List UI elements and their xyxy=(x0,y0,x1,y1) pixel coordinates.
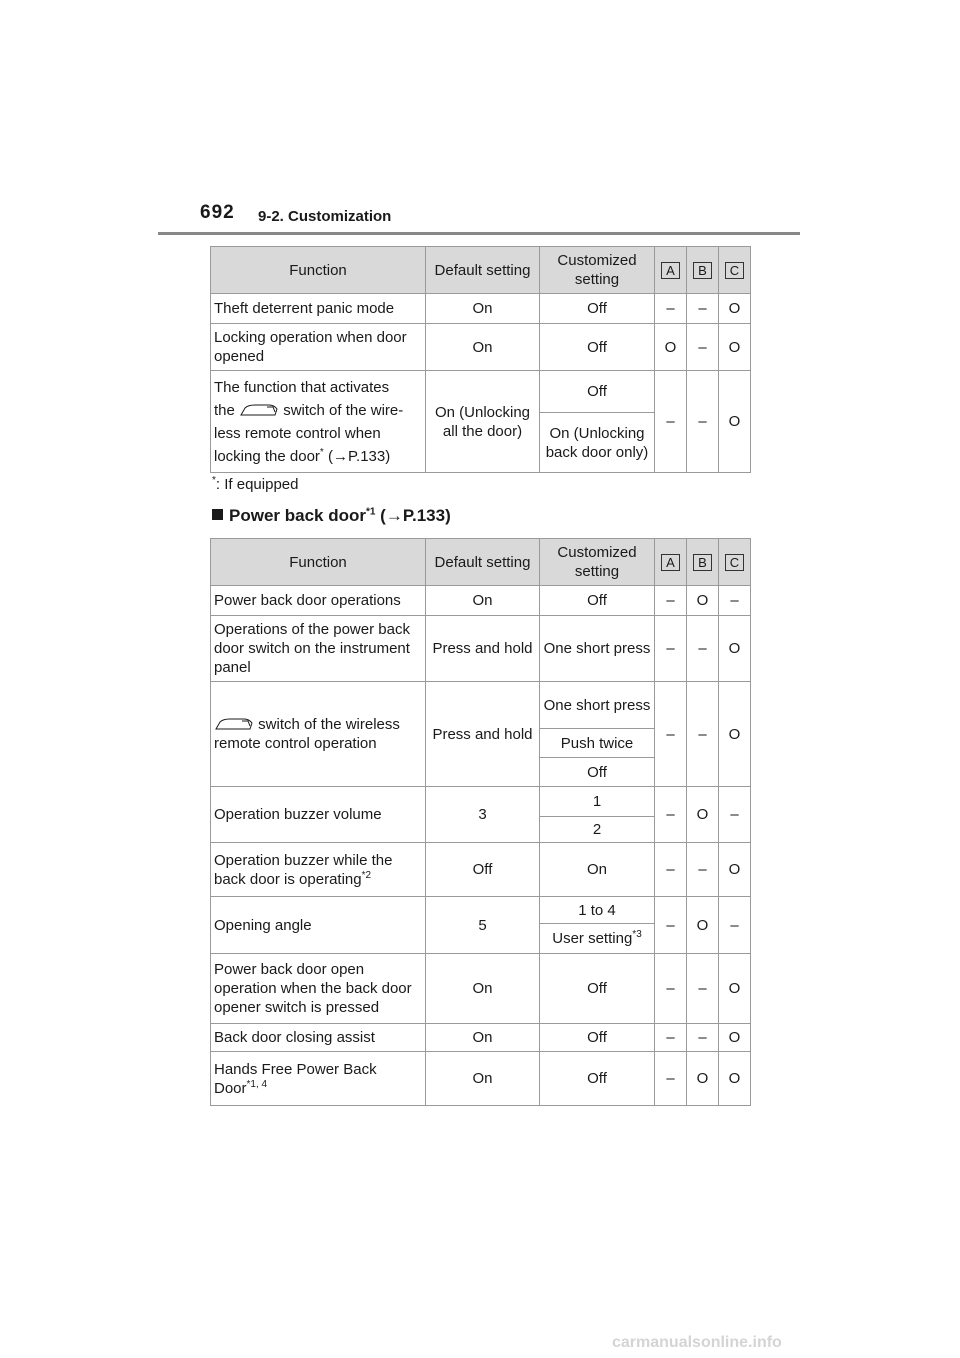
default-cell: On xyxy=(426,586,540,616)
badge-c: C xyxy=(725,262,744,279)
function-line xyxy=(214,715,422,734)
default-cell: On xyxy=(426,324,540,371)
b-cell: – xyxy=(687,843,719,897)
customized-cell: 1 to 4 xyxy=(540,897,655,924)
function-text: switch of the wireless xyxy=(258,716,400,733)
function-line: remote control operation xyxy=(214,735,377,752)
b-cell: – xyxy=(687,1024,719,1052)
a-cell: – xyxy=(655,897,687,954)
header-a xyxy=(655,539,687,586)
header-customized: Customized setting xyxy=(540,539,655,586)
b-cell: O xyxy=(687,897,719,954)
default-cell: Press and hold xyxy=(426,682,540,787)
table-row xyxy=(211,586,751,616)
header-b xyxy=(687,247,719,294)
customized-cell: Off xyxy=(540,586,655,616)
a-cell: – xyxy=(655,616,687,682)
badge-b: B xyxy=(693,262,712,279)
table-row xyxy=(211,897,751,924)
badge-c: C xyxy=(725,554,744,571)
watermark: carmanualsonline.info xyxy=(612,1334,782,1351)
default-cell: On (Unlocking all the door) xyxy=(426,371,540,473)
header-function: Function xyxy=(211,247,426,294)
c-cell: O xyxy=(719,843,751,897)
page-reference: (→P.133) xyxy=(380,506,451,525)
customized-cell: 1 xyxy=(540,787,655,817)
footnote-mark: *1 xyxy=(365,506,376,518)
customized-cell: On (Unlocking back door only) xyxy=(540,413,655,473)
customized-cell: On xyxy=(540,843,655,897)
header-c xyxy=(719,539,751,586)
a-cell: – xyxy=(655,1052,687,1106)
badge-a: A xyxy=(661,262,680,279)
car-back-door-icon xyxy=(214,717,254,731)
c-cell: – xyxy=(719,897,751,954)
b-cell: O xyxy=(687,586,719,616)
function-cell: Operations of the power back door switch on the instrument panel xyxy=(211,616,426,682)
table-header-row xyxy=(211,247,751,294)
function-cell: Theft deterrent panic mode xyxy=(211,294,426,324)
function-cell xyxy=(211,371,426,473)
car-back-door-icon xyxy=(239,403,279,417)
function-text: Door xyxy=(214,1079,247,1097)
function-line xyxy=(214,1079,422,1098)
footnote-mark: * xyxy=(319,446,324,458)
function-cell: Back door closing assist xyxy=(211,1024,426,1052)
customized-cell: Off xyxy=(540,371,655,413)
b-cell: – xyxy=(687,682,719,787)
default-cell: 3 xyxy=(426,787,540,843)
subsection-title: Power back door xyxy=(229,506,366,525)
c-cell: O xyxy=(719,294,751,324)
header-a xyxy=(655,247,687,294)
footnote-mark: *2 xyxy=(361,869,372,881)
table-row xyxy=(211,324,751,371)
function-line xyxy=(214,399,422,422)
footnote-text: : If equipped xyxy=(215,476,299,493)
a-cell: – xyxy=(655,682,687,787)
customized-cell: Off xyxy=(540,1052,655,1106)
function-line: less remote control when xyxy=(214,424,381,442)
table-row xyxy=(211,1024,751,1052)
footnote-mark: * xyxy=(212,475,216,486)
customized-cell: Off xyxy=(540,758,655,787)
c-cell: O xyxy=(719,682,751,787)
customized-cell: Off xyxy=(540,954,655,1024)
customized-text: User setting xyxy=(552,930,633,947)
function-text: the xyxy=(214,401,235,419)
c-cell: O xyxy=(719,324,751,371)
default-cell: On xyxy=(426,1052,540,1106)
table-row xyxy=(211,1052,751,1106)
table-row xyxy=(211,787,751,817)
default-cell: 5 xyxy=(426,897,540,954)
a-cell: – xyxy=(655,1024,687,1052)
a-cell: – xyxy=(655,294,687,324)
function-cell xyxy=(211,1052,426,1106)
header-c xyxy=(719,247,751,294)
badge-b: B xyxy=(693,554,712,571)
bullet-square-icon xyxy=(212,509,223,520)
footnote-mark: *3 xyxy=(632,929,642,940)
b-cell: – xyxy=(687,616,719,682)
function-text: back door is operating xyxy=(214,870,362,888)
customization-table-1 xyxy=(210,246,751,473)
header-b xyxy=(687,539,719,586)
a-cell: – xyxy=(655,586,687,616)
header-divider xyxy=(158,232,800,235)
a-cell: – xyxy=(655,371,687,473)
header-default: Default setting xyxy=(426,247,540,294)
a-cell: – xyxy=(655,843,687,897)
function-line xyxy=(214,870,422,889)
page-number: 692 xyxy=(200,202,235,223)
customized-cell: One short press xyxy=(540,682,655,729)
subsection-heading xyxy=(212,506,451,526)
function-line: Operation buzzer while the xyxy=(214,851,393,869)
function-cell: Operation buzzer volume xyxy=(211,787,426,843)
table-header-row xyxy=(211,539,751,586)
table-row xyxy=(211,843,751,897)
default-cell: Press and hold xyxy=(426,616,540,682)
table-row xyxy=(211,371,751,413)
customized-cell: 2 xyxy=(540,817,655,843)
a-cell: – xyxy=(655,787,687,843)
default-cell: On xyxy=(426,1024,540,1052)
a-cell: O xyxy=(655,324,687,371)
function-line xyxy=(214,445,422,468)
default-cell: On xyxy=(426,294,540,324)
function-cell: Power back door open operation when the back door opener switch is pressed xyxy=(211,954,426,1024)
customized-cell: Off xyxy=(540,294,655,324)
function-cell xyxy=(211,682,426,787)
c-cell: O xyxy=(719,1052,751,1106)
c-cell: – xyxy=(719,586,751,616)
function-cell xyxy=(211,843,426,897)
header-customized: Customized setting xyxy=(540,247,655,294)
a-cell: – xyxy=(655,954,687,1024)
header-function: Function xyxy=(211,539,426,586)
table-row xyxy=(211,294,751,324)
header-default: Default setting xyxy=(426,539,540,586)
footnote-mark: *1, 4 xyxy=(246,1078,268,1090)
c-cell: O xyxy=(719,616,751,682)
function-cell: Locking operation when door opened xyxy=(211,324,426,371)
section-title: 9-2. Customization xyxy=(258,208,392,225)
footnote xyxy=(212,476,298,493)
b-cell: – xyxy=(687,954,719,1024)
customized-cell: Off xyxy=(540,1024,655,1052)
b-cell: – xyxy=(687,324,719,371)
c-cell: O xyxy=(719,371,751,473)
function-text: switch of the wire- xyxy=(283,401,404,419)
function-cell: Power back door operations xyxy=(211,586,426,616)
c-cell: O xyxy=(719,954,751,1024)
function-cell: Opening angle xyxy=(211,897,426,954)
customized-cell: Push twice xyxy=(540,729,655,758)
b-cell: O xyxy=(687,787,719,843)
b-cell: O xyxy=(687,1052,719,1106)
b-cell: – xyxy=(687,294,719,324)
badge-a: A xyxy=(661,554,680,571)
c-cell: – xyxy=(719,787,751,843)
table-row xyxy=(211,954,751,1024)
table-row xyxy=(211,682,751,729)
function-line: The function that activates xyxy=(214,378,390,396)
page-reference: (→P.133) xyxy=(327,447,391,465)
customized-cell xyxy=(540,924,655,954)
c-cell: O xyxy=(719,1024,751,1052)
default-cell: Off xyxy=(426,843,540,897)
customized-cell: Off xyxy=(540,324,655,371)
function-text: locking the door xyxy=(214,447,320,465)
customized-cell: One short press xyxy=(540,616,655,682)
table-row xyxy=(211,616,751,682)
default-cell: On xyxy=(426,954,540,1024)
customization-table-2 xyxy=(210,538,751,1106)
b-cell: – xyxy=(687,371,719,473)
function-line: Hands Free Power Back xyxy=(214,1060,377,1078)
